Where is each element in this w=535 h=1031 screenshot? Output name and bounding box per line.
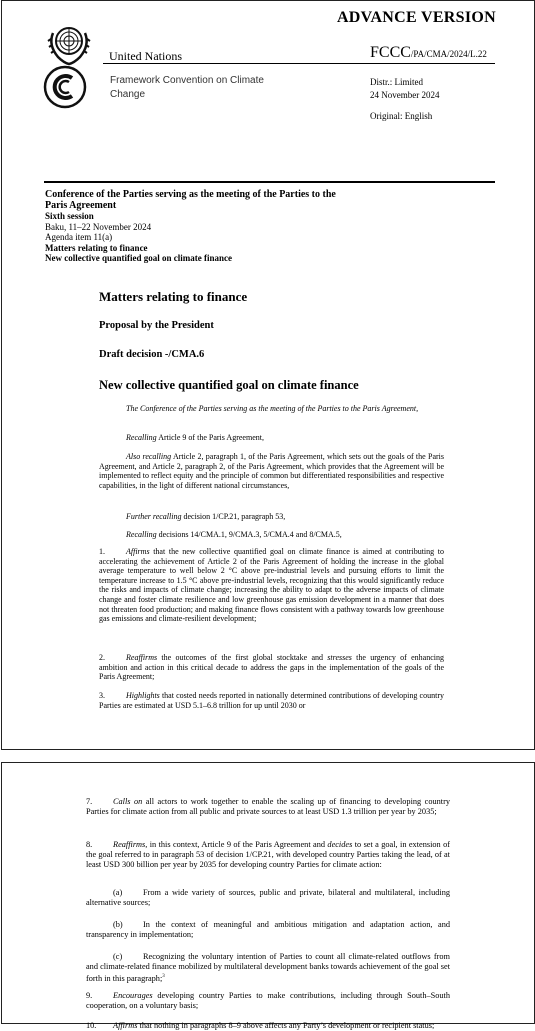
preamble-recalling-decisions — [99, 530, 444, 540]
preamble-further-recalling — [99, 512, 444, 522]
paragraph-text: that nothing in paragraphs 8–9 above affects any Party’s development or recipient status; — [137, 1021, 435, 1030]
subparagraph-label: (a) — [113, 888, 123, 897]
paragraph-keyword: Encourages — [113, 991, 153, 1000]
subparagraph-a — [86, 888, 450, 908]
subparagraph-b — [86, 920, 450, 940]
heading-proposal: Proposal by the President — [99, 320, 214, 331]
original-language: Original: English — [370, 111, 433, 121]
preamble-text: decision 1/CP.21, paragraph 53, — [181, 512, 286, 521]
session-place-date: Baku, 11–22 November 2024 — [45, 221, 152, 232]
distribution-label: Distr.: Limited — [370, 77, 423, 87]
paragraph-keyword: Affirms — [113, 1021, 138, 1030]
preamble-text: Article 2, paragraph 1, of the Paris Agreement, which sets out the goals of the Paris Agreement, and Article 2, paragraph 2, of the Paris Agreement, which provides that the Agreement will be implemented to reflect equity and the principle of common but differentiated responsibilities and respective capabilities, in the light of different national circumstances, — [99, 452, 445, 490]
subparagraph-c — [86, 952, 450, 984]
paragraph-keyword: Calls on — [113, 797, 143, 806]
paragraph-text: the outcomes of the first global stocktake and — [157, 653, 328, 662]
paragraph-number: 7. — [86, 797, 93, 806]
preamble-also-recalling — [99, 452, 444, 490]
paragraph-8 — [86, 840, 450, 870]
subparagraph-label: (b) — [113, 920, 123, 929]
paragraph-text: all actors to work together to enable the scaling up of financing to developing country Parties for climate action from all public and private sources to at least USD 1.3 trillion per year by 2035; — [86, 797, 450, 816]
paragraph-text: that costed needs reported in nationally determined contributions of developing country Parties are estimated at USD 5.1–6.8 trillion for up until 2030 or — [99, 691, 444, 710]
paragraph-text: , in this context, Article 9 of the Paris Agreement and — [145, 840, 328, 849]
unfccc-logo-icon — [43, 65, 87, 109]
paragraph-2 — [99, 653, 444, 682]
convention-name: Framework Convention on Climate Change — [110, 75, 264, 100]
subparagraph-text: In the context of meaningful and ambitious mitigation and adaptation action, and transparency in implementation; — [86, 920, 450, 939]
paragraph-keyword: Reaffirms — [113, 840, 146, 849]
document-page-2 — [1, 762, 535, 1030]
paragraph-keyword: Reaffirms — [126, 653, 158, 662]
paragraph-keyword: Affirms — [126, 547, 150, 556]
footnote-marker: 3 — [162, 974, 165, 979]
preamble-keyword: Also recalling — [126, 452, 172, 461]
paragraph-keyword: Highlights — [126, 691, 160, 700]
paragraph-10 — [86, 1021, 450, 1031]
paragraph-number: 9. — [86, 991, 93, 1000]
paragraph-text-2: the urgency of enhancing ambition and action in this critical decade to address the gaps in the implementation of the goals of the Paris Agreement; — [99, 653, 445, 682]
section-rule — [44, 181, 495, 183]
paragraph-text: developing country Parties to make contributions, including through South–South cooperation, on a voluntary basis; — [86, 991, 450, 1010]
subparagraph-text: From a wide variety of sources, public and private, bilateral and multilateral, including alternative sources; — [86, 888, 450, 907]
paragraph-1 — [99, 547, 444, 624]
heading-matters: Matters relating to finance — [99, 289, 248, 304]
paragraph-text-2: to set a goal, in extension of the goal referred to in paragraph 53 of decision 1/CP.21, with developed country Parties taking the lead, of at least USD 300 billion per year by 2035 for developing country Parties for climate action: — [86, 840, 450, 869]
paragraph-keyword-2: stresses — [327, 653, 352, 662]
preamble-keyword: Recalling — [126, 530, 157, 539]
un-emblem-icon — [44, 23, 94, 67]
agenda-item: Agenda item 11(a) — [45, 232, 113, 242]
preamble-conference — [99, 404, 444, 414]
paragraph-number: 3. — [99, 691, 105, 700]
agenda-subtitle: New collective quantified goal on climate finance — [45, 253, 232, 263]
conference-block — [45, 189, 345, 264]
heading-draft: Draft decision -/CMA.6 — [99, 349, 205, 360]
symbol-rest: /PA/CMA/2024/L.22 — [410, 49, 487, 59]
paragraph-9 — [86, 991, 450, 1011]
subparagraph-label: (c) — [113, 952, 123, 961]
distribution-info — [370, 76, 440, 102]
paragraph-7 — [86, 797, 450, 817]
paragraph-number: 8. — [86, 840, 93, 849]
paragraph-number: 1. — [99, 547, 105, 556]
org-name: United Nations — [109, 49, 182, 63]
subparagraph-text: Recognizing the voluntary intention of Parties to count all climate-related outflows from and climate-related finance mobilized by multilateral development banks towards achievement of the goal set forth in this paragraph; — [86, 952, 450, 983]
symbol-main: FCCC — [370, 44, 411, 61]
preamble-text: Article 9 of the Paris Agreement, — [156, 433, 264, 442]
document-page-1 — [1, 0, 535, 750]
issue-date: 24 November 2024 — [370, 90, 440, 100]
conference-title: Conference of the Parties serving as the meeting of the Parties to the Paris Agreement — [45, 189, 336, 211]
paragraph-text: that the new collective quantified goal on climate finance is aimed at contributing to accelerating the achievement of Article 2 of the Paris Agreement of holding the increase in the global average temperature to well below 2 °C above pre-industrial levels and pursuing efforts to limit the temperature increase to 1.5 °C above pre-industrial levels, recognizing that this would significantly reduce the risks and impacts of climate change; increasing the ability to adapt to the adverse impacts of climate change and foster climate resilience and low greenhouse gas emission development in a manner that does not threaten food production; and making finance flows consistent with a pathway towards low greenhouse gas emissions and climate-resilient development; — [99, 547, 444, 624]
paragraph-3 — [99, 691, 444, 710]
heading-ncqg: New collective quantified goal on climate finance — [99, 378, 359, 392]
session-label: Sixth session — [45, 211, 94, 221]
paragraph-number: 10. — [86, 1021, 97, 1030]
preamble-recalling — [99, 433, 444, 443]
preamble-text: decisions 14/CMA.1, 9/CMA.3, 5/CMA.4 and 8/CMA.5, — [156, 530, 342, 539]
header-rule — [103, 63, 495, 64]
preamble-keyword: Recalling — [126, 433, 157, 442]
preamble-keyword: Further recalling — [126, 512, 182, 521]
advance-version-label: ADVANCE VERSION — [336, 9, 496, 26]
document-symbol — [370, 44, 487, 62]
paragraph-keyword-2: decides — [327, 840, 353, 849]
agenda-title: Matters relating to finance — [45, 242, 148, 253]
preamble-conference-text: The Conference of the Parties serving as the meeting of the Parties to the Paris Agreement, — [126, 404, 419, 413]
paragraph-number: 2. — [99, 653, 105, 662]
